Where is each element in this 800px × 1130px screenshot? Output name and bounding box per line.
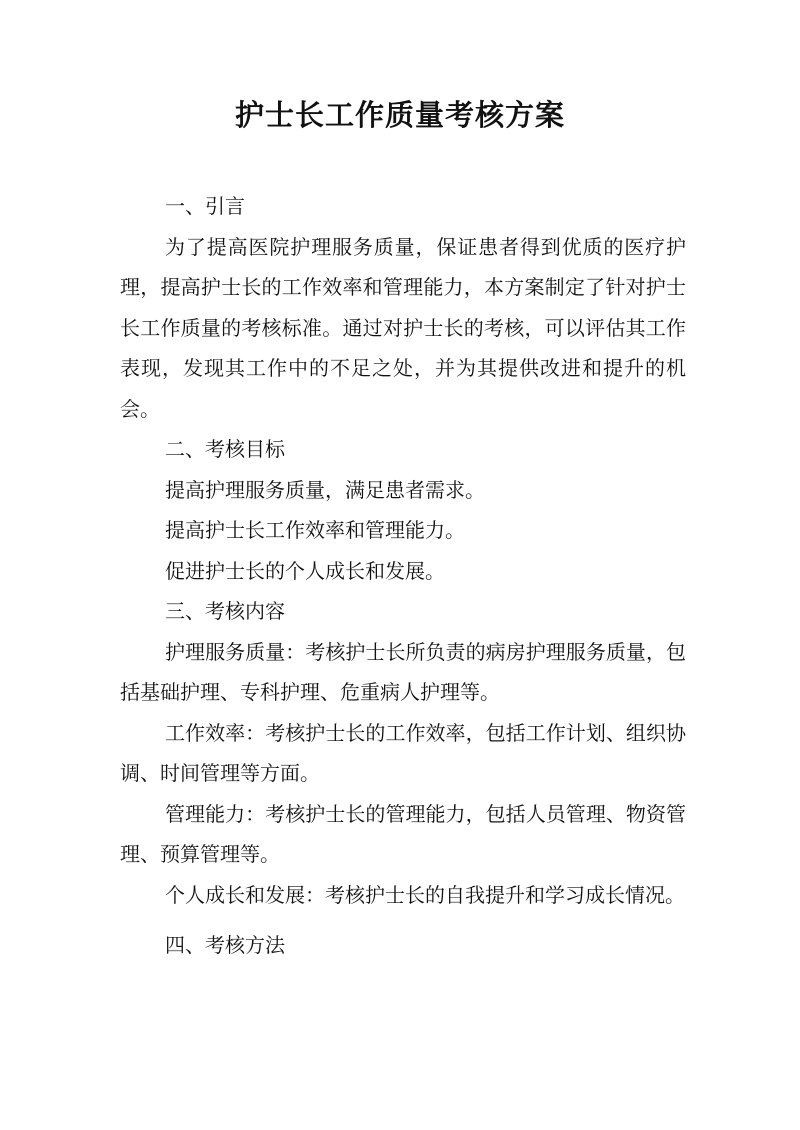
goal-item: 提高护士长工作效率和管理能力。 <box>165 518 465 542</box>
section-heading-goals: 二、考核目标 <box>165 437 285 461</box>
document-body <box>120 186 686 966</box>
content-item-efficiency: 工作效率：考核护士长的工作效率，包括工作计划、组织协调、时间管理等方面。 <box>120 720 686 785</box>
intro-paragraph: 为了提高医院护理服务质量，保证患者得到优质的医疗护理，提高护士长的工作效率和管理能力，本方案制定了针对护士长工作质量的考核标准。通过对护士长的考核，可以评估其工作表现，发现其工作中的不足之处，并为其提供改进和提升的机会。 <box>120 234 686 421</box>
goal-item: 促进护士长的个人成长和发展。 <box>165 558 445 583</box>
content-item-management: 管理能力：考核护士长的管理能力，包括人员管理、物资管理、预算管理等。 <box>120 801 686 866</box>
goal-item: 提高护理服务质量，满足患者需求。 <box>165 477 485 502</box>
content-item-growth: 个人成长和发展：考核护士长的自我提升和学习成长情况。 <box>165 882 685 907</box>
document-title: 护士长工作质量考核方案 <box>234 98 565 132</box>
section-spacer <box>120 915 686 925</box>
content-item-service-quality: 护理服务质量：考核护士长所负责的病房护理服务质量，包括基础护理、专科护理、危重病人护理等。 <box>120 639 686 704</box>
section-heading-methods: 四、考核方法 <box>165 933 285 957</box>
section-heading-intro: 一、引言 <box>165 194 245 218</box>
section-heading-content: 三、考核内容 <box>165 599 285 623</box>
